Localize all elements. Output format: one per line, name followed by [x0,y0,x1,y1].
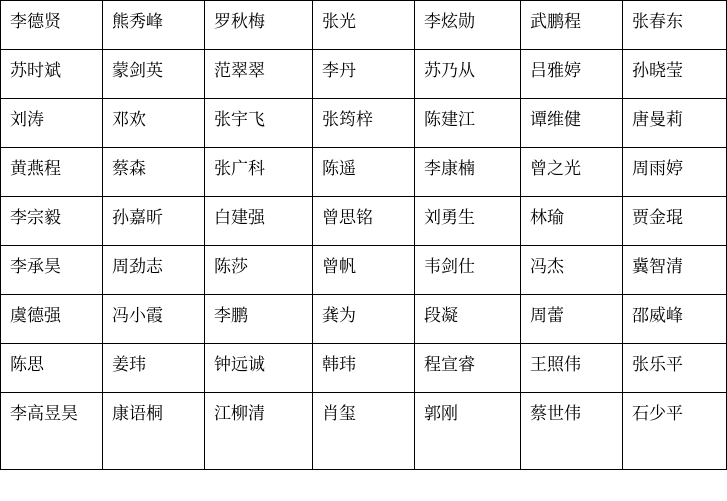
table-cell: 肖玺 [313,393,415,470]
table-cell: 林瑜 [521,197,623,246]
table-cell: 孙嘉昕 [103,197,205,246]
table-cell: 黄燕程 [1,148,103,197]
table-cell: 程宣睿 [415,344,521,393]
table-row [1,148,727,197]
table-cell: 段凝 [415,295,521,344]
table-row [1,246,727,295]
table-cell: 周蕾 [521,295,623,344]
table-cell: 白建强 [205,197,313,246]
table-cell: 张筠梓 [313,99,415,148]
table-cell: 张宇飞 [205,99,313,148]
table-cell: 陈遥 [313,148,415,197]
table-cell: 郭刚 [415,393,521,470]
table-cell: 周劲志 [103,246,205,295]
table-cell: 蒙剑英 [103,50,205,99]
table-cell: 李高昱昊 [1,393,103,470]
table-cell: 吕雅婷 [521,50,623,99]
table-cell: 冯杰 [521,246,623,295]
table-cell: 张广科 [205,148,313,197]
table-cell: 刘勇生 [415,197,521,246]
table-cell: 李承昊 [1,246,103,295]
table-cell: 贾金琨 [623,197,727,246]
table-cell: 周雨婷 [623,148,727,197]
table-cell: 熊秀峰 [103,1,205,50]
table-cell: 蔡森 [103,148,205,197]
table-row [1,99,727,148]
table-cell: 韩玮 [313,344,415,393]
table-cell: 张乐平 [623,344,727,393]
table-row [1,295,727,344]
table-row [1,50,727,99]
table-cell: 唐曼莉 [623,99,727,148]
table-cell: 武鹏程 [521,1,623,50]
table-cell: 李德贤 [1,1,103,50]
table-row [1,393,727,470]
table-cell: 钟远诚 [205,344,313,393]
table-cell: 康语桐 [103,393,205,470]
table-row [1,197,727,246]
table-cell: 苏乃从 [415,50,521,99]
table-cell: 姜玮 [103,344,205,393]
table-cell: 邓欢 [103,99,205,148]
table-cell: 谭维健 [521,99,623,148]
table-cell: 苏时斌 [1,50,103,99]
table-cell: 李宗毅 [1,197,103,246]
table-cell: 曾思铭 [313,197,415,246]
table-cell: 邵威峰 [623,295,727,344]
table-cell: 韦剑仕 [415,246,521,295]
table-row [1,344,727,393]
table-cell: 蔡世伟 [521,393,623,470]
table-cell: 王照伟 [521,344,623,393]
table-cell: 陈思 [1,344,103,393]
table-cell: 范翠翠 [205,50,313,99]
table-cell: 孙晓莹 [623,50,727,99]
table-cell: 罗秋梅 [205,1,313,50]
table-row [1,1,727,50]
table-cell: 冀智清 [623,246,727,295]
table-cell: 李鹏 [205,295,313,344]
table-cell: 虞德强 [1,295,103,344]
table-cell: 张春东 [623,1,727,50]
table-cell: 陈莎 [205,246,313,295]
table-cell: 冯小霞 [103,295,205,344]
table-cell: 曾之光 [521,148,623,197]
table-cell: 李丹 [313,50,415,99]
table-cell: 曾帆 [313,246,415,295]
table-cell: 江柳清 [205,393,313,470]
names-table-body [1,1,727,470]
table-cell: 龚为 [313,295,415,344]
table-cell: 李炫勋 [415,1,521,50]
table-cell: 陈建江 [415,99,521,148]
table-cell: 张光 [313,1,415,50]
table-cell: 刘涛 [1,99,103,148]
table-cell: 石少平 [623,393,727,470]
table-cell: 李康楠 [415,148,521,197]
